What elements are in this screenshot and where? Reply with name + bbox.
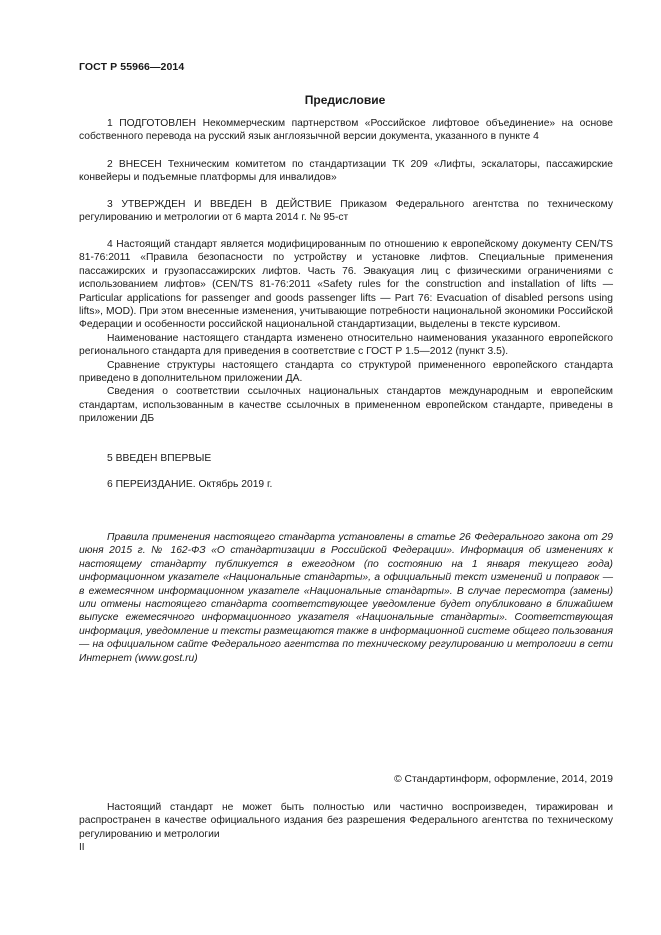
page-number: II [79, 842, 85, 853]
paragraph-3-block [79, 198, 613, 225]
paragraph-4-name-note: Наименование настоящего стандарта изменено относительно наименования указанного европейского регионального стандарта для приведения в соответствие с ГОСТ Р 1.5—2012 (пункт 3.5). [79, 332, 613, 358]
paragraph-5: 5 ВВЕДЕН ВПЕРВЫЕ [107, 453, 212, 464]
paragraph-4: 4 Настоящий стандарт является модифицированным по отношению к европейскому документу CEN/TS 81-76:2011 «Правила безопасности по устройству и установке лифтов. Специальные применения пассажирских и грузопассажирских лифтов. Часть 76. Эвакуация лиц с физическими ограничениями с использованием лифтов» (CEN/TS 81-76:2011 «Safety rules for the construction and installation of lifts — Particular applications for passenger and goods passenger lifts — Part 76: Evacuation of disabled persons using lifts», MOD). При этом внесенные изменения, учитывающие потребности национальной экономики Российской Федерации и особенности российской национальной стандартизации, выделены в тексте курсивом. [79, 239, 613, 331]
paragraph-4-references-note: Сведения о соответствии ссылочных национальных стандартов международным и европейским стандартам, использованным в качестве ссылочных в примененном европейском стандарте, приведены в приложении ДБ [79, 386, 613, 425]
reproduction-notice [79, 801, 613, 841]
doc-code-header: ГОСТ Р 55966—2014 [79, 61, 185, 73]
paragraph-5-block [79, 452, 613, 465]
notice-text: Правила применения настоящего стандарта установлены в статье 26 Федерального закона от 29 июня 2015 г. № 162-ФЗ «О стандартизации в Российской Федерации». Информация об изменениях к настоящему стандарту публикуется в ежегодном (по состоянию на 1 января текущего года) информационном указателе «Национальные стандарты», а официальный текст изменений и поправок — в ежемесячном информационном указателе «Национальные стандарты». В случае пересмотра (замены) или отмены настоящего стандарта соответствующее уведомление будет опубликовано в ближайшем выпуске ежемесячного информационного указателя «Национальные стандарты». Соответствующая информация, уведомление и тексты размещаются также в информационной системе общего пользования — на официальном сайте Федерального агентства по техническому регулированию и метрологии в сети Интернет (www.gost.ru) [79, 532, 613, 664]
standard-application-notice [79, 531, 613, 665]
paragraph-1-block [79, 117, 613, 144]
paragraph-6: 6 ПЕРЕИЗДАНИЕ. Октябрь 2019 г. [107, 479, 273, 490]
paragraph-1: 1 ПОДГОТОВЛЕН Некоммерческим партнерством «Российское лифтовое объединение» на основе собственного перевода на русский язык англоязычной версии документа, указанного в пункте 4 [79, 118, 613, 143]
page-title: Предисловие [304, 93, 386, 107]
paragraph-4-structure-note: Сравнение структуры настоящего стандарта со структурой примененного европейского стандарта приведено в дополнительном приложении ДА. [79, 359, 613, 385]
reproduction-text: Настоящий стандарт не может быть полностью или частично воспроизведен, тиражирован и распространен в качестве официального издания без разрешения Федерального агентства по техническому регулированию и метрологии [79, 802, 613, 840]
paragraph-2-block [79, 158, 613, 185]
paragraph-2: 2 ВНЕСЕН Техническим комитетом по стандартизации ТК 209 «Лифты, эскалаторы, пассажирские конвейеры и подъемные платформы для инвалидов» [79, 159, 613, 184]
paragraph-6-block [79, 478, 613, 491]
paragraph-4-block [79, 238, 613, 426]
copyright-line: © Стандартинформ, оформление, 2014, 2019 [394, 774, 613, 785]
paragraph-3: 3 УТВЕРЖДЕН И ВВЕДЕН В ДЕЙСТВИЕ Приказом Федерального агентства по техническому регулированию и метрологии от 6 марта 2014 г. № 95-ст [79, 199, 613, 224]
